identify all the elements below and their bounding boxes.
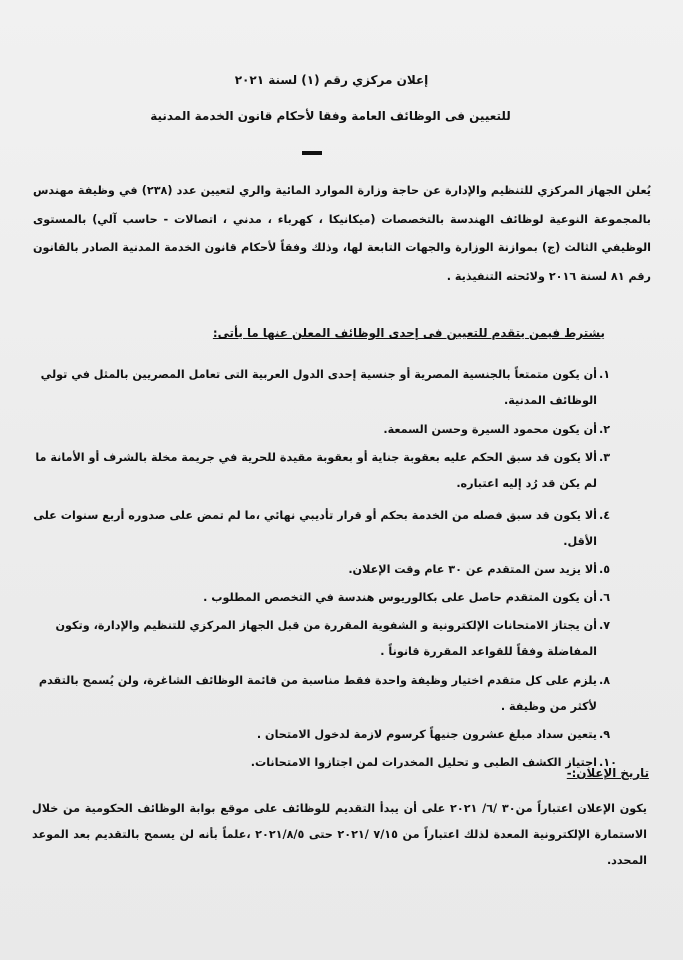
condition-text: أن يكون متمتعاً بالجنسية المصرية أو جنسية إحدى الدول العربية التى تعامل المصريين بالمثل في تولي الوظائف المدنية. [40, 368, 597, 407]
intro-paragraph [33, 177, 651, 291]
announcement-date-heading: تاريخ الإعلان:- [566, 766, 649, 780]
conditions-list [33, 362, 617, 776]
condition-number: ٦. [599, 591, 611, 604]
condition-item [33, 417, 617, 443]
condition-text: ألا يزيد سن المتقدم عن ٣٠ عام وقت الإعلان. [348, 563, 597, 576]
condition-text: أن يكون المتقدم حاصل على بكالوريوس هندسة في التخصص المطلوب . [203, 591, 597, 604]
condition-number: ٢. [599, 423, 611, 436]
condition-text: اجتياز الكشف الطبى و تحليل المخدرات لمن اجتازوا الامتحانات. [250, 756, 597, 769]
announcement-title: إعلان مركزي رقم (١) لسنة ٢٠٢١ [234, 73, 429, 87]
condition-number: ٨. [599, 674, 611, 687]
condition-item [33, 503, 617, 555]
condition-item [33, 750, 617, 776]
intro-text: يُعلن الجهاز المركزي للتنظيم والإدارة عن حاجة وزارة الموارد المائية والري لتعيين عدد (٢٣٨) في وظيفة مهندس بالمجموعة النوعية لوظائف الهندسة بالتخصصات (ميكانيكا ، كهرباء ، مدني ، اتصالات - حاسب آلي) بالمستوى الوظيفي الثالث (ج) بموازنة الوزارة والجهات التابعة لها، وذلك وفقاً لأحكام قانون الخدمة المدنية الصادر بالقانون رقم ٨١ لسنة ٢٠١٦ ولائحته التنفيذية . [33, 184, 651, 283]
condition-item [33, 585, 617, 611]
condition-number: ٣. [599, 451, 611, 464]
announcement-subtitle: للتعيين فى الوظائف العامة وفقا لأحكام قانون الخدمة المدنية [150, 109, 511, 123]
condition-item [33, 362, 617, 414]
condition-item [33, 445, 617, 497]
condition-number: ١. [599, 368, 611, 381]
condition-text: يتعين سداد مبلغ عشرون جنيهاً كرسوم لازمة لدخول الامتحان . [256, 728, 597, 741]
condition-text: يلزم على كل متقدم اختيار وظيفة واحدة فقط مناسبة من قائمة الوظائف الشاغرة، ولن يُسمح بالتقدم لأكثر من وظيفة . [38, 674, 597, 713]
condition-number: ٤. [599, 509, 611, 522]
condition-number: ٩. [599, 728, 611, 741]
condition-text: أن يجتاز الامتحانات الإلكترونية و الشفوية المقررة من قبل الجهاز المركزي للتنظيم والإدارة، وتكون المفاضلة وفقاً للقواعد المقررة قانوناً . [55, 619, 597, 658]
condition-text: ألا يكون قد سبق فصله من الخدمة بحكم أو قرار تأديبي نهائي ،ما لم تمض على صدوره أربع سنوات على الأقل. [33, 509, 597, 548]
condition-item [33, 722, 617, 748]
condition-number: ٧. [599, 619, 611, 632]
condition-item [33, 668, 617, 720]
condition-item [33, 557, 617, 583]
announcement-date-text: يكون الإعلان اعتباراً من٣٠ /٦/ ٢٠٢١ على أن يبدأ التقديم للوظائف على موقع بوابة الوظائف الحكومية من خلال الاستمارة الإلكترونية المعدة لذلك اعتباراً من ٧/١٥ /٢٠٢١ حتى ٢٠٢١/٨/٥ ،علماً بأنه لن يسمح بالتقديم بعد الموعد المحدد. [32, 802, 648, 867]
condition-number: ١٠. [599, 756, 617, 769]
title-divider [302, 151, 322, 155]
condition-text: ألا يكون قد سبق الحكم عليه بعقوبة جناية أو بعقوبة مقيدة للحرية في جريمة مخلة بالشرف أو الأمانة ما لم يكن قد رُد إليه اعتباره. [35, 451, 597, 490]
condition-item [33, 613, 617, 665]
condition-text: أن يكون محمود السيرة وحسن السمعة. [383, 423, 597, 436]
condition-number: ٥. [599, 563, 611, 576]
conditions-heading: يشترط فيمن يتقدم للتعيين فى إحدى الوظائف المعلن عنها ما يأتى: [212, 326, 605, 340]
